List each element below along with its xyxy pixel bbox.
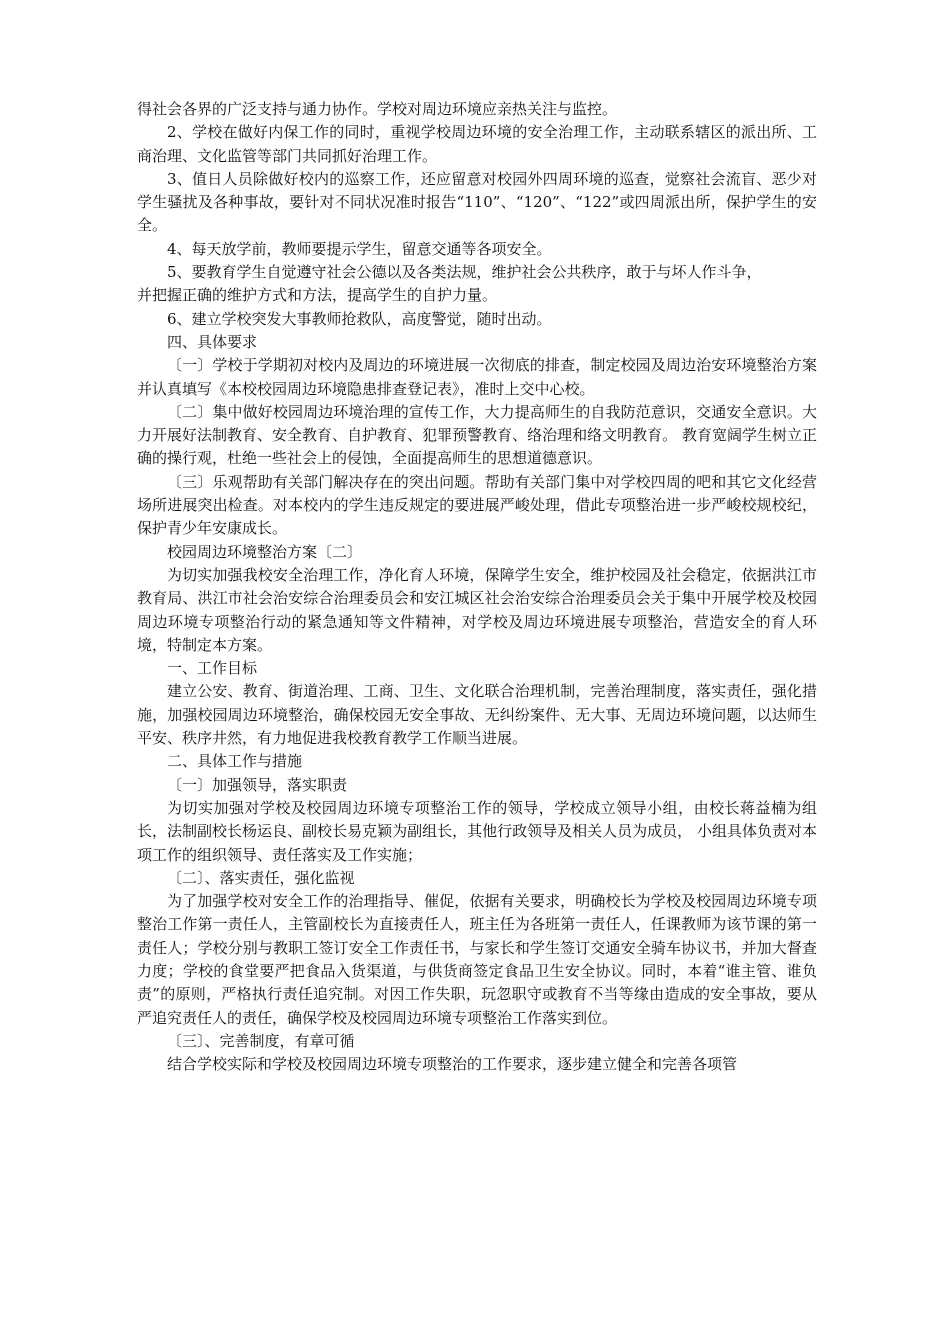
paragraph: 〔二〕集中做好校园周边环境治理的宣传工作，大力提高师生的自我防范意识，交通安全意识。大力开展好法制教育、安全教育、自护教育、犯罪预警教育、络治理和络文明教育。 教育宽阔学生树立正确的操行观，杜绝一些社会上的侵蚀，全面提高师生的思想道德意识。 [137,402,817,468]
paragraph: 〔一〕学校于学期初对校内及周边的环境进展一次彻底的排查，制定校园及周边治安环境整治方案并认真填写《本校校园周边环境隐患排查登记表》，准时上交中心校。 [137,356,817,398]
paragraph: 〔二〕、落实责任，强化监视 [167,868,355,887]
paragraph: 为切实加强我校安全治理工作，净化育人环境，保障学生安全，维护校园及社会稳定，依据洪江市教育局、洪江市社会治安综合治理委员会和安江城区社会治安综合治理委员会关于集中开展学校及校园周边环境专项整治行动的紧急通知等文件精神，对学校及周边环境进展专项整治，营造安全的育人环境，特制定本方案。 [137,565,817,654]
paragraph: 并把握正确的维护方式和方法，提高学生的自护力量。 [137,286,498,305]
paragraph: 6、建立学校突发大事教师抢救队，高度警觉，随时出动。 [167,309,552,328]
paragraph: 〔三〕、完善制度，有章可循 [167,1031,355,1050]
paragraph: 3、值日人员除做好校内的巡察工作，还应留意对校园外四周环境的巡查，觉察社会流盲、恶少对学生骚扰及各种事故，要针对不同状况准时报告“110”、“120”、“122”或四周派出所，保护学生的安全。 [137,169,817,235]
paragraph: 〔三〕乐观帮助有关部门解决存在的突出问题。帮助有关部门集中对学校四周的吧和其它文化经营场所进展突出检查。对本校内的学生违反规定的要进展严峻处理，借此专项整治进一步严峻校规校纪，保护青少年安康成长。 [137,472,817,538]
paragraph: 结合学校实际和学校及校园周边环境专项整治的工作要求，逐步建立健全和完善各项管 [167,1055,738,1074]
paragraph: 校园周边环境整治方案〔二〕 [167,542,363,561]
paragraph: 一、工作目标 [167,659,258,678]
paragraph: 4、每天放学前，教师要提示学生，留意交通等各项安全。 [167,239,552,258]
paragraph: 四、具体要求 [167,332,258,351]
paragraph: 二、具体工作与措施 [167,752,303,771]
paragraph: 为了加强学校对安全工作的治理指导、催促，依据有关要求，明确校长为学校及校园周边环境专项整治工作第一责任人，主管副校长为直接责任人，班主任为各班第一责任人，任课教师为该节课的第一责任人；学校分别与教职工签订安全工作责任书，与家长和学生签订交通安全骑车协议书，并加大督查力度；学校的食堂要严把食品入货渠道，与供货商签定食品卫生安全协议。同时，本着“谁主管、谁负责”的原则，严格执行责任追究制。对因工作失职，玩忽职守或教育不当等缘由造成的安全事故，要从严追究责任人的责任，确保学校及校园周边环境专项整治工作落实到位。 [137,892,817,1027]
paragraph: 5、要教育学生自觉遵守社会公德以及各类法规，维护社会公共秩序，敢于与坏人作斗争， [167,263,762,282]
document-page [137,98,817,1076]
paragraph: 为切实加强对学校及校园周边环境专项整治工作的领导，学校成立领导小组，由校长蒋益楠为组长，法制副校长杨运良、副校长易克颖为副组长，其他行政领导及相关人员为成员， 小组具体负责对本项工作的组织领导、责任落实及工作实施； [137,798,817,864]
paragraph: 建立公安、教育、街道治理、工商、卫生、文化联合治理机制，完善治理制度，落实责任，强化措施，加强校园周边环境整治，确保校园无安全事故、无纠纷案件、无大事、无周边环境问题，以达师生平安、秩序井然，有力地促进我校教育教学工作顺当进展。 [137,682,817,748]
paragraph: 2、学校在做好内保工作的同时，重视学校周边环境的安全治理工作，主动联系辖区的派出所、工商治理、文化监管等部门共同抓好治理工作。 [137,123,817,165]
paragraph: 〔一〕加强领导，落实职责 [167,775,348,794]
paragraph: 得社会各界的广泛支持与通力协作。学校对周边环境应亲热关注与监控。 [137,100,618,118]
